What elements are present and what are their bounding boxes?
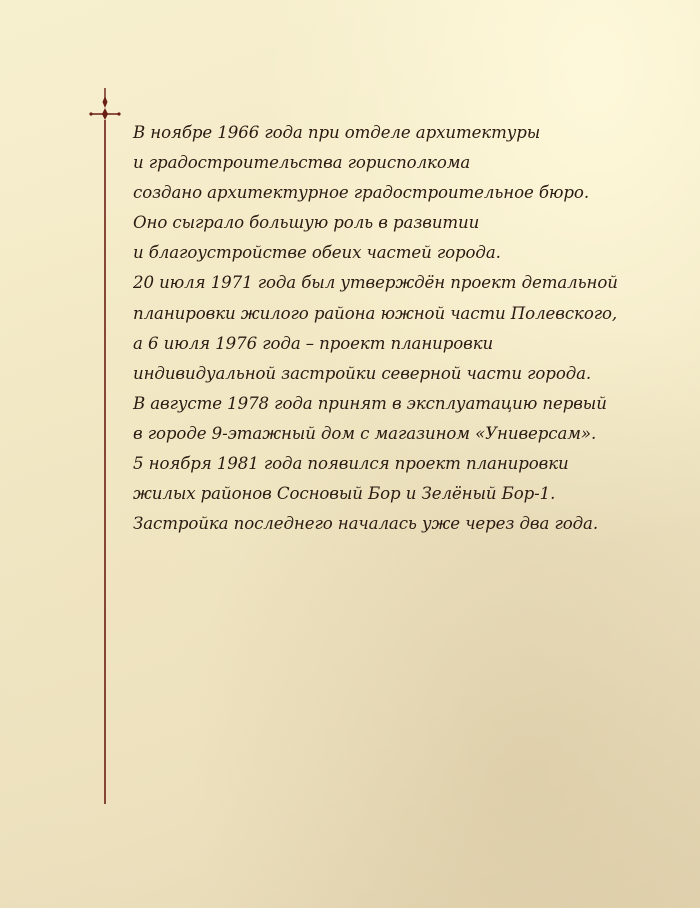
text-line: индивидуальной застройки северной части города. (133, 363, 592, 383)
text-line: жилых районов Сосновый Бор и Зелёный Бор-1. (133, 484, 556, 504)
text-line: 20 июля 1971 года был утверждён проект детальной (133, 273, 618, 293)
body-text (133, 118, 673, 539)
text-line: и благоустройстве обеих частей города. (133, 243, 501, 263)
text-line: В ноябре 1966 года при отделе архитектуры (133, 123, 541, 142)
text-line: Застройка последнего началась уже через два года. (133, 514, 599, 534)
text-line: 5 ноября 1981 года появился проект планировки (133, 454, 569, 474)
text-line: Оно сыграло большую роль в развитии (133, 213, 480, 233)
text-line: В августе 1978 года принят в эксплуатацию первый (133, 393, 607, 413)
text-line: в городе 9-этажный дом с магазином «Универсам». (133, 423, 597, 443)
cross-rule-ornament-icon (85, 84, 123, 806)
text-line: создано архитектурное градостроительное бюро. (133, 183, 589, 203)
text-line: и градостроительства горисполкома (133, 153, 471, 173)
text-line: планировки жилого района южной части Полевского, (133, 303, 618, 323)
text-line: а 6 июля 1976 года – проект планировки (133, 333, 494, 353)
